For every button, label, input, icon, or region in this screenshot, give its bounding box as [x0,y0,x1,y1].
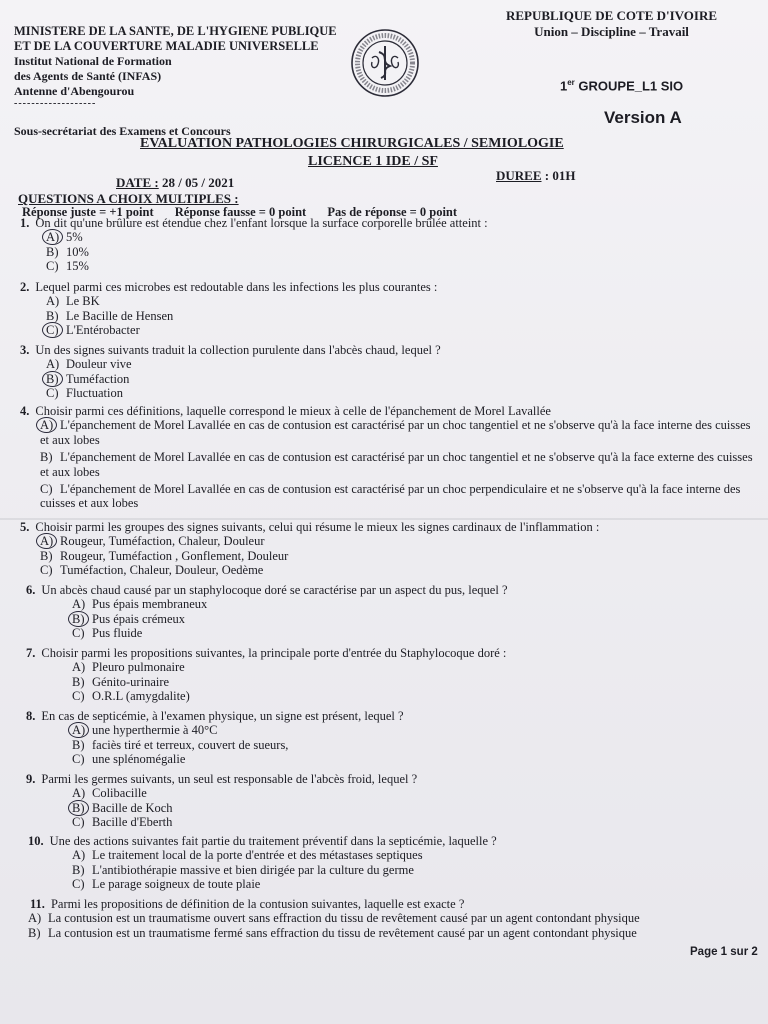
answer-option[interactable] [72,815,417,829]
answer-option[interactable] [40,482,754,511]
answer-option[interactable] [72,848,497,862]
exam-date [116,175,234,191]
option-text: Tuméfaction [66,371,130,386]
infas-seal-logo [350,28,420,98]
question-number: 5. [20,520,30,534]
option-text: Le parage soigneux de toute plaie [92,877,261,892]
question-7 [26,646,506,704]
option-text: La contusion est un traumatisme fermé sans effraction du tissu de revêtement causé par un agent contondant physique [48,925,637,940]
option-text: Rougeur, Tuméfaction , Gonflement, Douleur [60,548,289,563]
option-text: Le Bacille de Hensen [66,308,174,323]
question-9 [26,772,417,830]
option-letter: A) [46,357,60,372]
answer-option[interactable] [72,801,417,815]
header-dashes: ------------------- [14,98,97,109]
option-text: Colibacille [92,786,147,801]
answer-option[interactable] [46,386,441,400]
exam-duration [496,168,575,184]
question-4 [20,404,754,511]
answer-option[interactable] [40,563,599,577]
option-letter: B) [40,548,53,563]
answer-option[interactable] [72,723,404,737]
option-letter: B) [72,674,85,689]
answer-option[interactable] [46,372,441,386]
option-text: faciès tiré et terreux, couvert de sueurs, [92,737,289,752]
answer-option[interactable] [40,534,599,548]
institut-line-1: Institut National de Formation [14,54,172,68]
question-2 [20,280,437,338]
option-letter: B) [72,862,85,877]
answer-option[interactable] [72,626,508,640]
option-text: Tuméfaction, Chaleur, Douleur, Oedème [60,563,264,578]
option-letter: C) [72,752,85,767]
option-text: Le traitement local de la porte d'entrée et des métastases septiques [92,848,423,863]
option-letter: A) [28,911,42,926]
option-text: Pus épais crémeux [92,611,186,626]
question-number: 3. [20,343,30,357]
question-text: En cas de septicémie, à l'examen physique, un signe est présent, lequel ? [41,709,404,723]
option-text: 15% [66,259,89,274]
ministry-line-2: ET DE LA COUVERTURE MALADIE UNIVERSELLE [14,39,319,53]
institut-line-2: des Agents de Santé (INFAS) [14,69,162,83]
question-number: 11. [30,897,45,911]
scoring-correct: Réponse juste = +1 point [22,205,154,219]
question-number: 2. [20,280,30,294]
answer-option[interactable] [46,309,437,323]
question-text: Parmi les propositions de définition de la contusion suivantes, laquelle est exacte ? [50,897,465,911]
option-letter: B) [46,308,59,323]
option-letter: B) [72,737,85,752]
question-text: Choisir parmi les propositions suivantes, la principale porte d'entrée du Staphylocoque doré : [41,646,507,660]
sous-secretariat: Sous-secrétariat des Examens et Concours [14,124,231,138]
answer-option[interactable] [72,612,508,626]
evaluation-title: EVALUATION PATHOLOGIES CHIRURGICALES / SEMIOLOGIE [140,136,564,151]
option-letter: A) [72,848,86,863]
question-text: On dit qu'une brûlure est étendue chez l'enfant lorsque la surface corporelle brûlée atteint : [35,216,488,230]
option-letter: B) [28,925,41,940]
question-11 [30,897,640,940]
option-letter: B) [46,371,59,386]
question-number: 6. [26,583,36,597]
option-letter: A) [40,534,54,549]
ministry-header [14,24,337,109]
question-text: Parmi les germes suivants, un seul est responsable de l'abcès froid, lequel ? [41,772,418,786]
option-text: Le BK [66,294,100,309]
option-text: L'épanchement de Morel Lavallée en cas de contusion est caractérisé par un choc tangentiel et ne s'observe qu'à la face interne des cuisses et aux lobes [40,418,751,447]
option-text: Pus fluide [92,626,143,641]
answer-option[interactable] [28,911,640,925]
answer-option[interactable] [72,752,404,766]
answer-option[interactable] [72,675,506,689]
answer-option[interactable] [46,357,441,371]
option-text: L'Entérobacter [66,323,140,338]
answer-option[interactable] [72,863,497,877]
option-letter: A) [72,786,86,801]
question-6 [26,583,508,641]
answer-option[interactable] [46,245,488,259]
option-letter: C) [46,386,59,401]
option-text: une splénomégalie [92,752,186,767]
option-text: Pus épais membraneux [92,597,208,612]
option-text: O.R.L (amygdalite) [92,689,190,704]
date-label: DATE : [116,175,159,190]
question-3 [20,343,441,401]
option-letter: B) [72,611,85,626]
option-text: 10% [66,244,89,259]
option-letter: A) [72,660,86,675]
option-text: une hyperthermie à 40°C [92,723,218,738]
question-1 [20,216,488,274]
groupe-prefix: 1 [560,78,568,94]
antenne: Antenne d'Abengourou [14,84,135,98]
answer-option[interactable] [40,549,599,563]
option-text: Douleur vive [66,357,132,372]
option-letter: C) [72,689,85,704]
answer-option[interactable] [46,294,437,308]
question-8 [26,709,404,767]
answer-option[interactable] [40,418,754,447]
question-text: Choisir parmi ces définitions, laquelle correspond le mieux à celle de l'épanchement de Morel Lavallée [35,404,551,418]
option-text: Rougeur, Tuméfaction, Chaleur, Douleur [60,534,265,549]
option-letter: C) [40,482,53,497]
question-text: Lequel parmi ces microbes est redoutable dans les infections les plus courantes : [35,280,438,294]
licence-title: LICENCE 1 IDE / SF [308,154,438,169]
option-letter: C) [46,323,59,338]
answer-option[interactable] [72,786,417,800]
question-text: Une des actions suivantes fait partie du traitement préventif dans la septicémie, laquelle ? [49,834,497,848]
groupe-sup: er [567,78,575,87]
option-letter: B) [72,800,85,815]
option-text: La contusion est un traumatisme ouvert sans effraction du tissu de revêtement causé par un agent contondant physique [48,911,640,926]
duree-label: DUREE [496,168,542,183]
option-letter: A) [46,294,60,309]
answer-option[interactable] [40,450,754,479]
answer-option[interactable] [72,738,404,752]
option-letter: A) [72,597,86,612]
option-letter: A) [46,230,60,245]
date-value: 28 / 05 / 2021 [158,175,235,190]
option-text: Fluctuation [66,386,123,401]
question-number: 10. [28,834,44,848]
republic-motto: Union – Discipline – Travail [534,24,689,39]
answer-option[interactable] [46,323,437,337]
question-number: 9. [26,772,36,786]
answer-option[interactable] [72,877,497,891]
answer-option[interactable] [72,689,506,703]
option-letter: A) [40,418,54,433]
question-number: 1. [20,216,30,230]
answer-option[interactable] [72,597,508,611]
option-letter: B) [40,450,53,465]
page-number: Page 1 sur 2 [690,946,758,958]
groupe-label [560,78,683,93]
option-text: L'antibiothérapie massive et bien dirigée par la culture du germe [92,862,414,877]
option-text: 5% [66,230,83,245]
answer-option[interactable] [28,926,640,940]
option-letter: B) [46,244,59,259]
option-text: Pleuro pulmonaire [92,660,185,675]
question-text: Choisir parmi les groupes des signes suivants, celui qui résume le mieux les signes cardinaux de l'inflammation : [35,520,600,534]
option-text: Génito-urinaire [92,674,170,689]
question-number: 7. [26,646,36,660]
option-text: Bacille de Koch [92,800,173,815]
question-text: Un des signes suivants traduit la collection purulente dans l'abcès chaud, lequel ? [35,343,441,357]
republic-name: REPUBLIQUE DE COTE D'IVOIRE [506,8,718,23]
option-letter: A) [72,723,86,738]
option-letter: C) [72,626,85,641]
question-5 [20,520,599,578]
version-label: Version A [604,108,682,127]
option-letter: C) [72,877,85,892]
question-10 [28,834,497,892]
option-text: Bacille d'Eberth [92,815,173,830]
scoring-blank: Pas de réponse = 0 point [327,205,458,219]
question-text: Un abcès chaud causé par un staphylocoque doré se caractérise par un aspect du pus, lequel ? [41,583,508,597]
question-number: 8. [26,709,36,723]
option-letter: C) [40,563,53,578]
qcm-title: QUESTIONS A CHOIX MULTIPLES : [18,191,239,206]
answer-option[interactable] [72,660,506,674]
duree-value: : 01H [541,168,576,183]
answer-option[interactable] [46,259,488,273]
republic-header [506,8,717,40]
groupe-rest: GROUPE_L1 SIO [574,78,684,94]
answer-option[interactable] [46,230,488,244]
option-letter: C) [46,259,59,274]
option-text: L'épanchement de Morel Lavallée en cas de contusion est caractérisé par un choc tangentiel et ne s'observe qu'à la face externe des cuisses et aux lobes [40,450,753,479]
ministry-line-1: MINISTERE DE LA SANTE, DE L'HYGIENE PUBLIQUE [14,24,337,38]
option-letter: C) [72,815,85,830]
option-text: L'épanchement de Morel Lavallée en cas de contusion est caractérisé par un choc perpendiculaire et ne s'observe qu'à la face interne des cuisses et aux lobes [40,482,741,511]
scoring-wrong: Réponse fausse = 0 point [174,205,307,219]
question-number: 4. [20,404,30,418]
